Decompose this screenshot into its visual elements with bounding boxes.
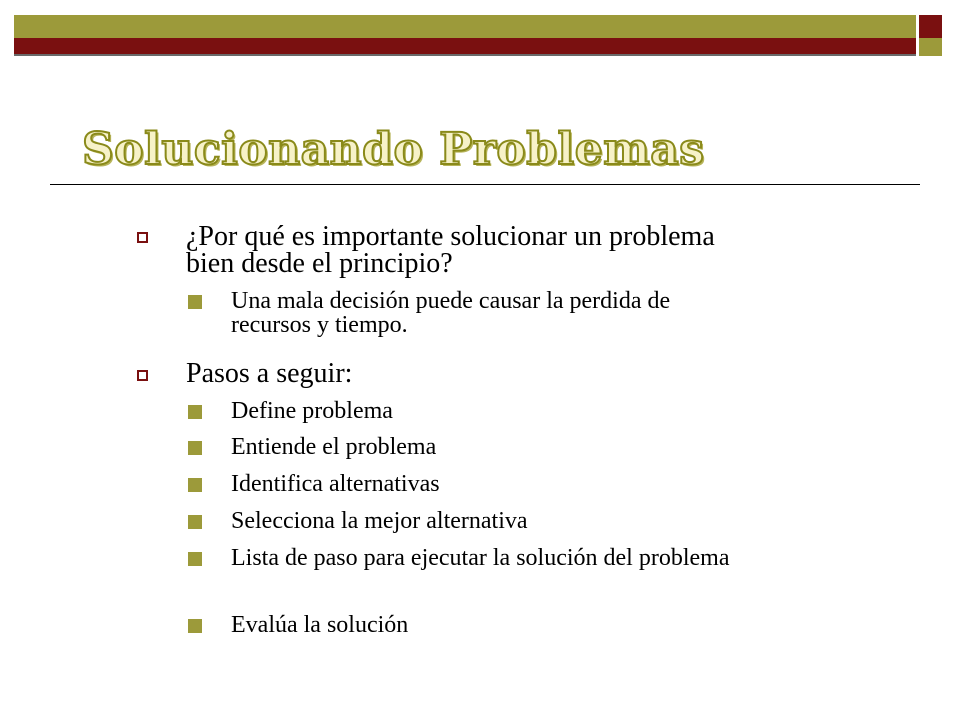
sub-bullet-item: Define problema [231, 398, 393, 424]
sub-bullet-item: Una mala decisión puede causar la perdida de recursos y tiempo. [231, 288, 671, 338]
sub-bullet-item: Evalúa la solución [231, 612, 409, 638]
square-bullet-icon [188, 405, 202, 419]
sub-bullet-item: Selecciona la mejor alternativa [231, 508, 528, 534]
square-bullet-icon [188, 515, 202, 529]
bullet-item: ¿Por qué es importante solucionar un problema bien desde el principio? [186, 221, 715, 279]
square-bullet-icon [188, 552, 202, 566]
slide-title: Solucionando Problemas [82, 124, 705, 175]
hollow-square-bullet-icon [137, 232, 148, 243]
square-bullet-icon [188, 619, 202, 633]
sub-bullet-item: Lista de paso para ejecutar la solución del problema [231, 545, 730, 571]
sub-bullet-item: Entiende el problema [231, 434, 437, 460]
square-bullet-icon [188, 441, 202, 455]
bullet-item: Pasos a seguir: [186, 358, 353, 389]
hollow-square-bullet-icon [137, 370, 148, 381]
square-bullet-icon [188, 478, 202, 492]
sub-bullet-item: Identifica alternativas [231, 471, 440, 497]
square-bullet-icon [188, 295, 202, 309]
